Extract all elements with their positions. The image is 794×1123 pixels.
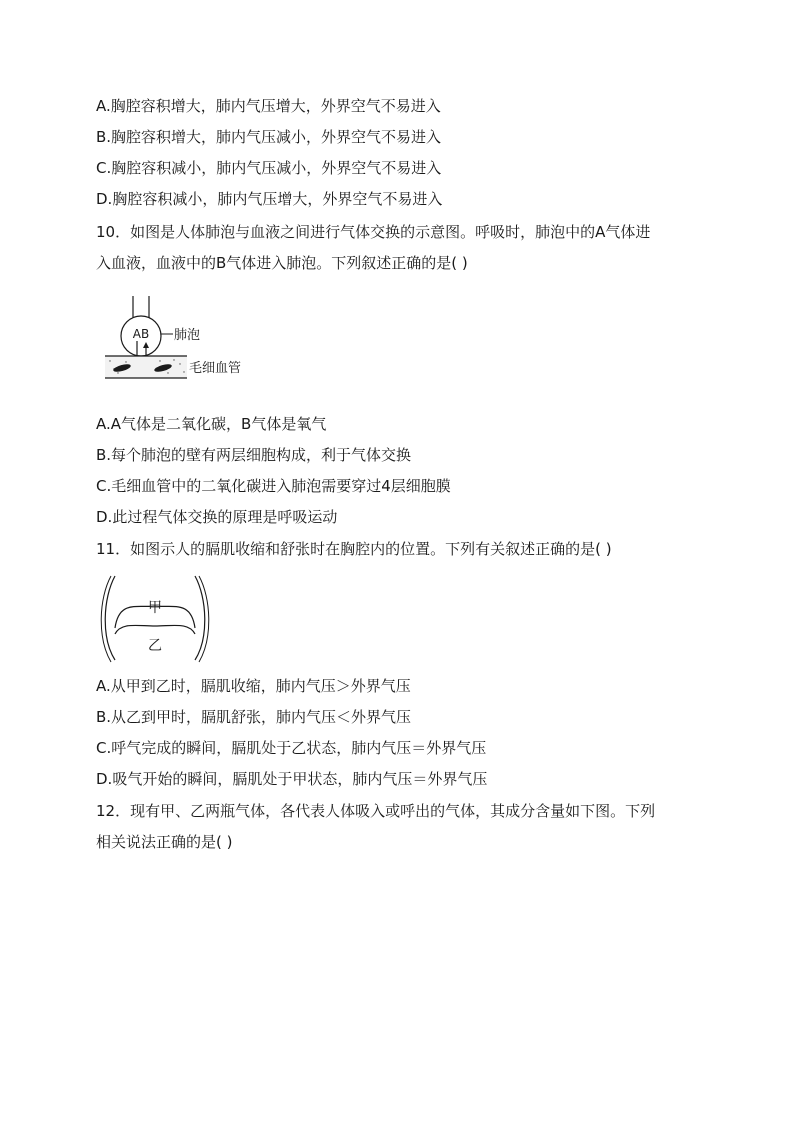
q10-stem-line1: 10．如图是人体肺泡与血液之间进行气体交换的示意图。呼吸时，肺泡中的A气体进: [96, 223, 651, 241]
q10-option-d: D.此过程气体交换的原理是呼吸运动: [96, 508, 338, 526]
q12-stem-line2: 相关说法正确的是( ): [96, 833, 233, 851]
q11-option-b: B.从乙到甲时，膈肌舒张，肺内气压＜外界气压: [96, 708, 412, 726]
label-lower: 乙: [148, 638, 162, 654]
q10-option-a: A.A气体是二氧化碳，B气体是氧气: [96, 415, 327, 433]
q12-stem-line1: 12．现有甲、乙两瓶气体，各代表人体吸入或呼出的气体，其成分含量如下图。下列: [96, 802, 656, 820]
q10-option-c: C.毛细血管中的二氧化碳进入肺泡需要穿过4层细胞膜: [96, 477, 451, 495]
q9-option-a: A.胸腔容积增大，肺内气压增大，外界空气不易进入: [96, 97, 441, 115]
label-upper: 甲: [148, 600, 162, 616]
alveolus-gas-exchange-figure: [100, 294, 270, 384]
q9-option-d: D.胸腔容积减小，肺内气压增大，外界空气不易进入: [96, 190, 443, 208]
diaphragm-position-figure: [97, 568, 217, 668]
q9-option-b: B.胸腔容积增大，肺内气压减小，外界空气不易进入: [96, 128, 442, 146]
label-alveolus: 肺泡: [174, 328, 201, 343]
q11-option-a: A.从甲到乙时，膈肌收缩，肺内气压＞外界气压: [96, 677, 411, 695]
q11-option-c: C.呼气完成的瞬间，膈肌处于乙状态，肺内气压＝外界气压: [96, 739, 487, 757]
q10-stem-line2: 入血液，血液中的B气体进入肺泡。下列叙述正确的是( ): [96, 254, 468, 272]
q11-stem: 11．如图示人的膈肌收缩和舒张时在胸腔内的位置。下列有关叙述正确的是( ): [96, 540, 612, 558]
alveolus-letters: AB: [132, 327, 150, 341]
q9-option-c: C.胸腔容积减小，肺内气压减小，外界空气不易进入: [96, 159, 442, 177]
label-capillary: 毛细血管: [189, 361, 242, 376]
q10-option-b: B.每个肺泡的壁有两层细胞构成，利于气体交换: [96, 446, 412, 464]
q11-option-d: D.吸气开始的瞬间，膈肌处于甲状态，肺内气压＝外界气压: [96, 770, 488, 788]
